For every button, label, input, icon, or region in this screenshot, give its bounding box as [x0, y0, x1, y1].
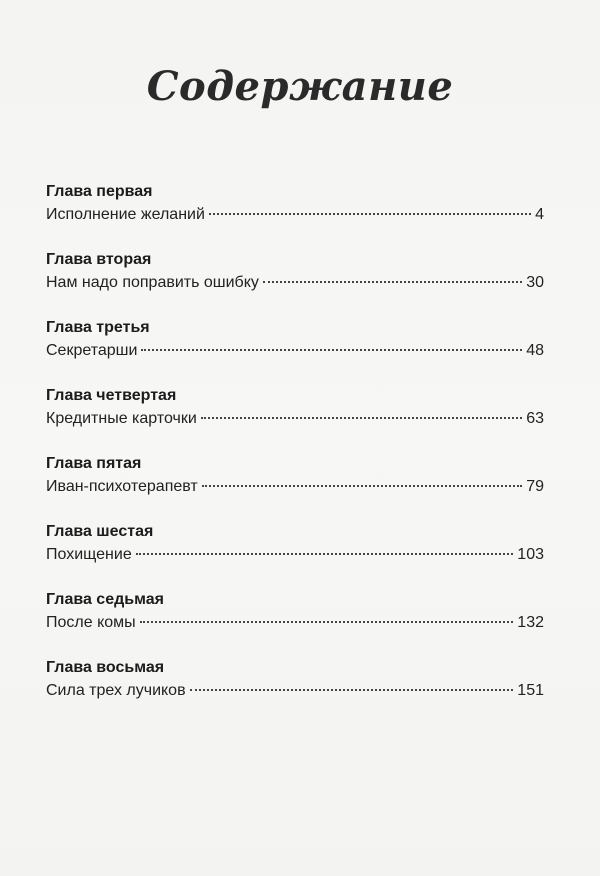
toc-entry [46, 182, 544, 250]
toc-line [46, 613, 544, 633]
chapter-title: Кредитные карточки [46, 410, 197, 427]
chapter-heading: Глава пятая [46, 455, 142, 472]
page-number: 151 [517, 682, 544, 699]
page-number: 63 [526, 410, 544, 427]
toc-entry [46, 658, 544, 726]
chapter-title: После комы [46, 614, 136, 631]
chapter-title: Похищение [46, 546, 132, 563]
dot-leader [209, 213, 531, 215]
page-number: 79 [526, 478, 544, 495]
toc-entry [46, 386, 544, 454]
toc-entry [46, 522, 544, 590]
chapter-heading: Глава вторая [46, 251, 152, 268]
chapter-heading: Глава первая [46, 183, 153, 200]
dot-leader [140, 621, 514, 623]
dot-leader [141, 349, 522, 351]
page-title: Содержание [146, 62, 454, 110]
chapter-heading: Глава седьмая [46, 591, 164, 608]
chapter-heading: Глава третья [46, 319, 150, 336]
chapter-heading: Глава шестая [46, 523, 154, 540]
toc-line [46, 477, 544, 497]
toc-entry [46, 250, 544, 318]
dot-leader [136, 553, 514, 555]
toc-entry [46, 454, 544, 522]
toc-line [46, 205, 544, 225]
dot-leader [263, 281, 522, 283]
chapter-heading: Глава четвертая [46, 387, 177, 404]
page-number: 4 [535, 206, 544, 223]
table-of-contents [46, 182, 544, 726]
dot-leader [201, 417, 522, 419]
dot-leader [202, 485, 522, 487]
chapter-title: Сила трех лучиков [46, 682, 186, 699]
chapter-title: Секретарши [46, 342, 138, 359]
chapter-title: Исполнение желаний [46, 206, 205, 223]
toc-line [46, 681, 544, 701]
page-number: 132 [517, 614, 544, 631]
chapter-heading: Глава восьмая [46, 659, 165, 676]
page-number: 30 [526, 274, 544, 291]
chapter-title: Иван-психотерапевт [46, 478, 198, 495]
toc-entry [46, 318, 544, 386]
page-number: 48 [526, 342, 544, 359]
page-number: 103 [517, 546, 544, 563]
chapter-title: Нам надо поправить ошибку [46, 274, 259, 291]
toc-line [46, 409, 544, 429]
toc-line [46, 341, 544, 361]
toc-entry [46, 590, 544, 658]
toc-line [46, 273, 544, 293]
dot-leader [190, 689, 514, 691]
toc-line [46, 545, 544, 565]
